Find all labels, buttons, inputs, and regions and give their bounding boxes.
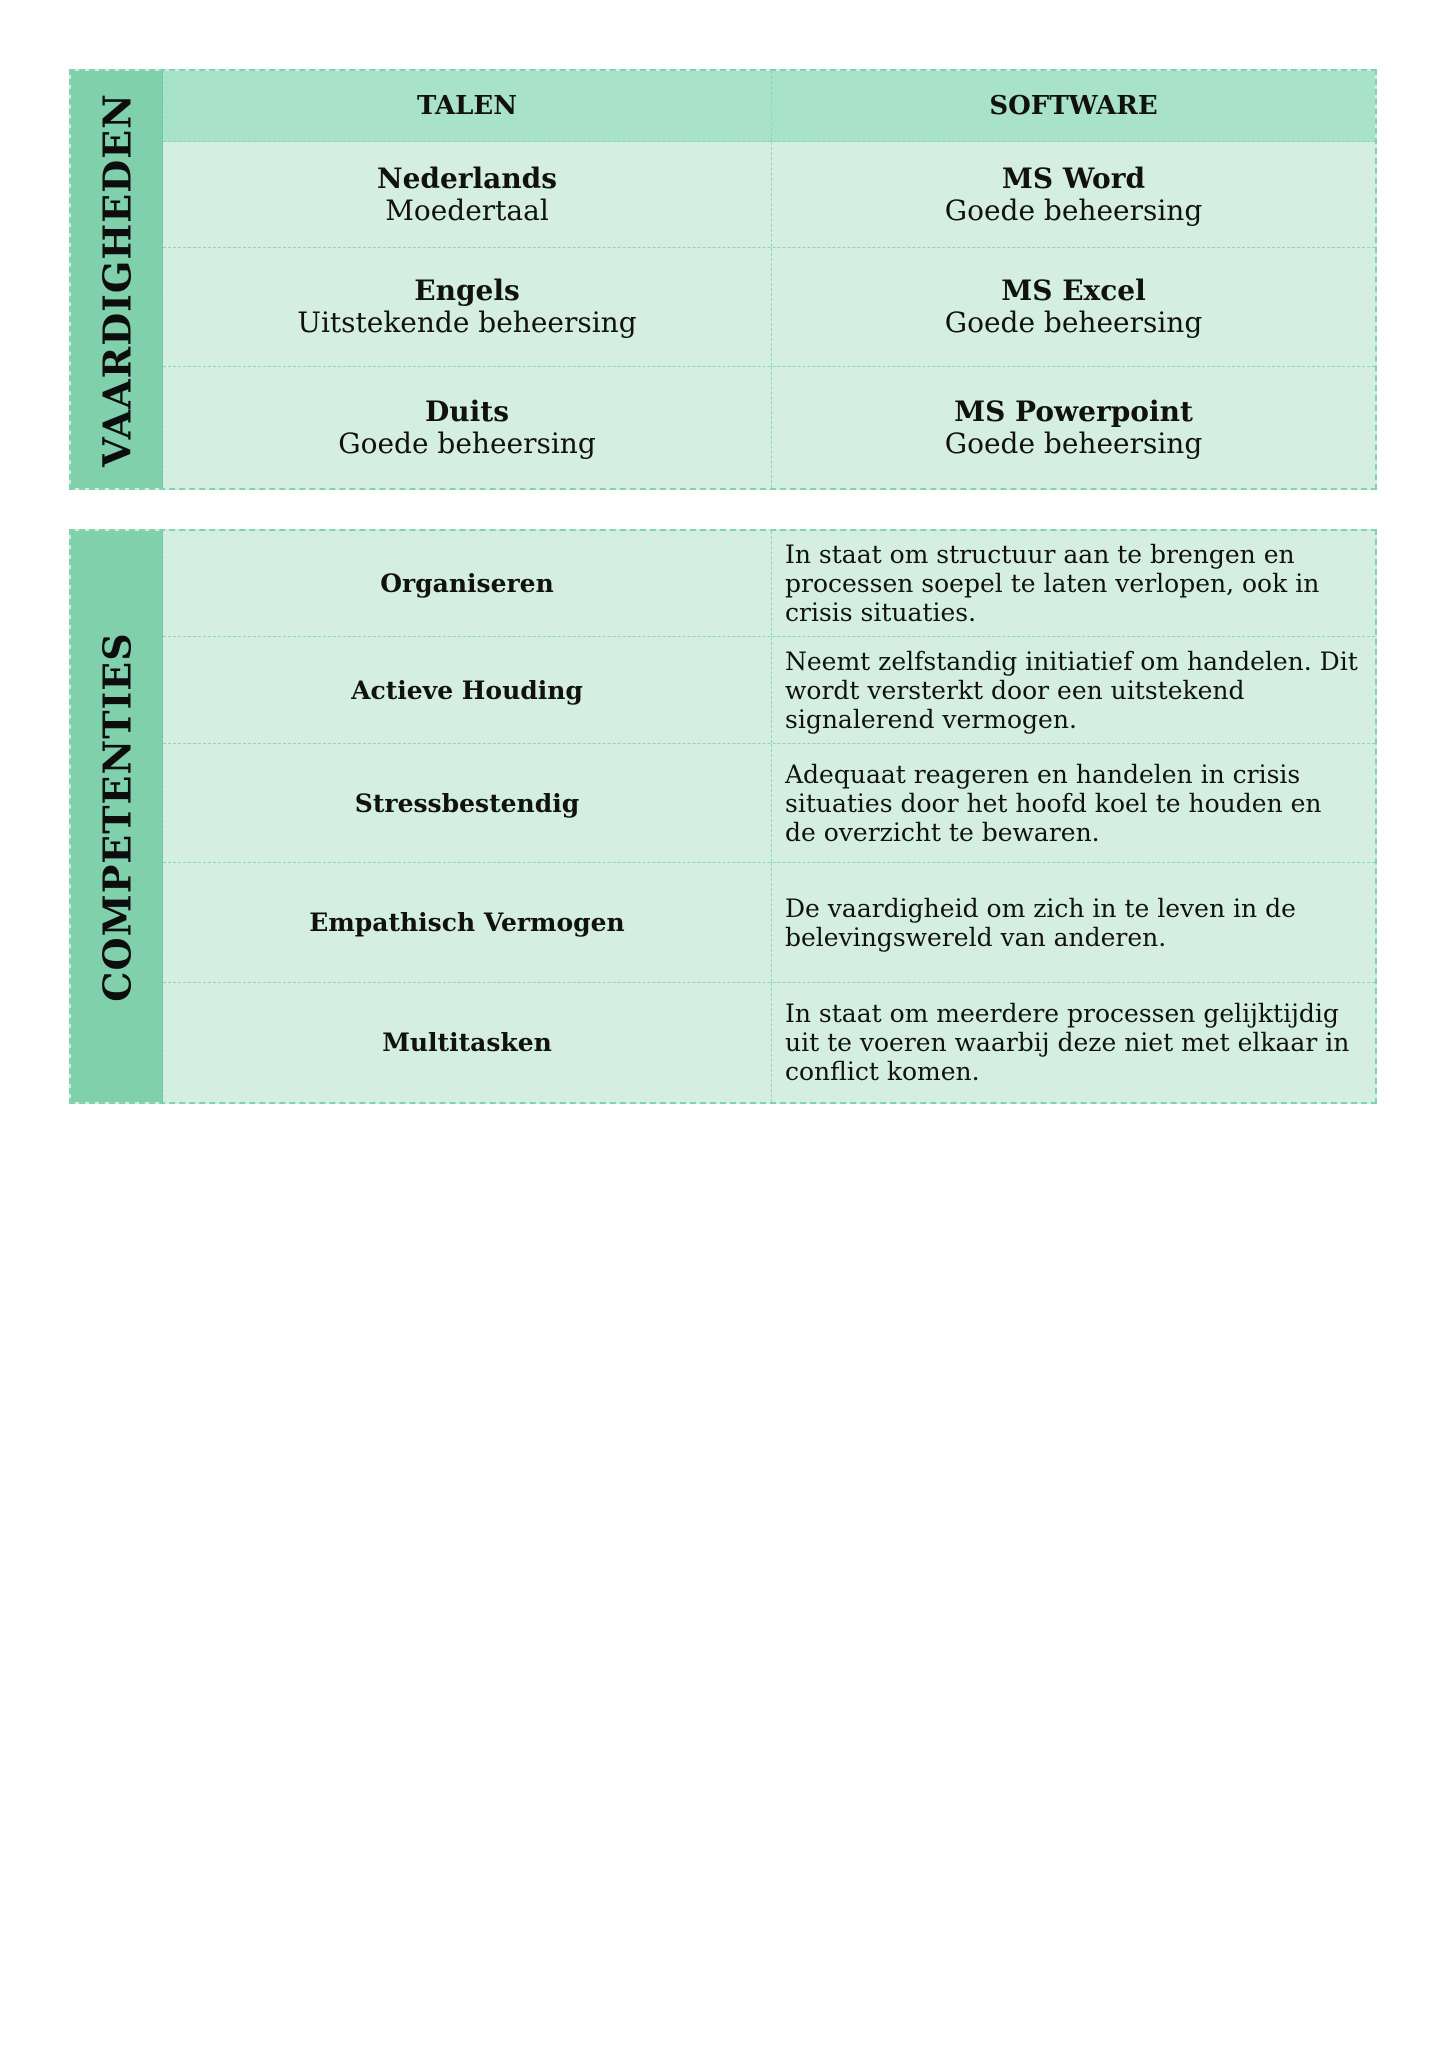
software-name: MS Powerpoint <box>954 394 1193 428</box>
software-level: Goede beheersing <box>944 193 1203 227</box>
language-cell <box>163 142 772 247</box>
table-header-row <box>163 71 1375 142</box>
header-talen: TALEN <box>163 71 772 141</box>
language-name: Nederlands <box>376 161 558 195</box>
language-level: Moedertaal <box>385 193 549 227</box>
competence-name: Stressbestendig <box>163 744 772 862</box>
software-cell <box>772 367 1375 488</box>
table-row <box>163 863 1375 983</box>
competence-description: Adequaat reageren en handelen in crisis situaties door het hoofd koel te houden en de overzicht te bewaren. <box>785 759 1322 847</box>
competence-name: Multitasken <box>163 983 772 1102</box>
header-software: SOFTWARE <box>989 91 1158 121</box>
language-level: Uitstekende beheersing <box>297 306 637 339</box>
competence-description: De vaardigheid om zich in te leven in de belevingswereld van anderen. <box>785 893 1296 952</box>
language-level: Goede beheersing <box>338 426 596 460</box>
language-cell <box>163 367 772 488</box>
competence-description: In staat om structuur aan te brengen en processen soepel te laten verlopen, ook in crisis situaties. <box>785 540 1320 627</box>
software-name: MS Excel <box>1001 274 1146 307</box>
vaardigheden-section <box>69 69 1377 490</box>
table-row <box>163 367 1375 488</box>
competenties-title: COMPETENTIES <box>94 631 139 1002</box>
software-level: Goede beheersing <box>944 306 1203 339</box>
vaardigheden-table <box>163 71 1375 488</box>
language-name: Duits <box>425 394 509 428</box>
table-row <box>163 744 1375 863</box>
language-name: Engels <box>414 274 520 307</box>
software-cell <box>772 142 1375 247</box>
competenties-table <box>163 531 1375 1102</box>
table-row <box>163 983 1375 1102</box>
competenties-section <box>69 529 1377 1104</box>
table-row <box>163 142 1375 248</box>
vaardigheden-title: VAARDIGHEDEN <box>94 92 139 467</box>
table-row <box>163 248 1375 367</box>
competence-name: Actieve Houding <box>163 637 772 743</box>
table-row <box>163 637 1375 744</box>
software-level: Goede beheersing <box>944 426 1203 460</box>
language-cell <box>163 248 772 366</box>
competence-name: Organiseren <box>163 531 772 636</box>
software-cell <box>772 248 1375 366</box>
competence-description: In staat om meerdere processen gelijktijdig uit te voeren waarbij deze niet met elkaar in conflict komen. <box>785 999 1350 1086</box>
competence-name: Empathisch Vermogen <box>163 863 772 982</box>
software-name: MS Word <box>1001 161 1146 195</box>
competenties-sidebar <box>71 531 163 1102</box>
vaardigheden-sidebar <box>71 71 163 488</box>
table-row <box>163 531 1375 637</box>
competence-description: Neemt zelfstandig initiatief om handelen. Dit wordt versterkt door een uitstekend signalerend vermogen. <box>785 646 1358 734</box>
